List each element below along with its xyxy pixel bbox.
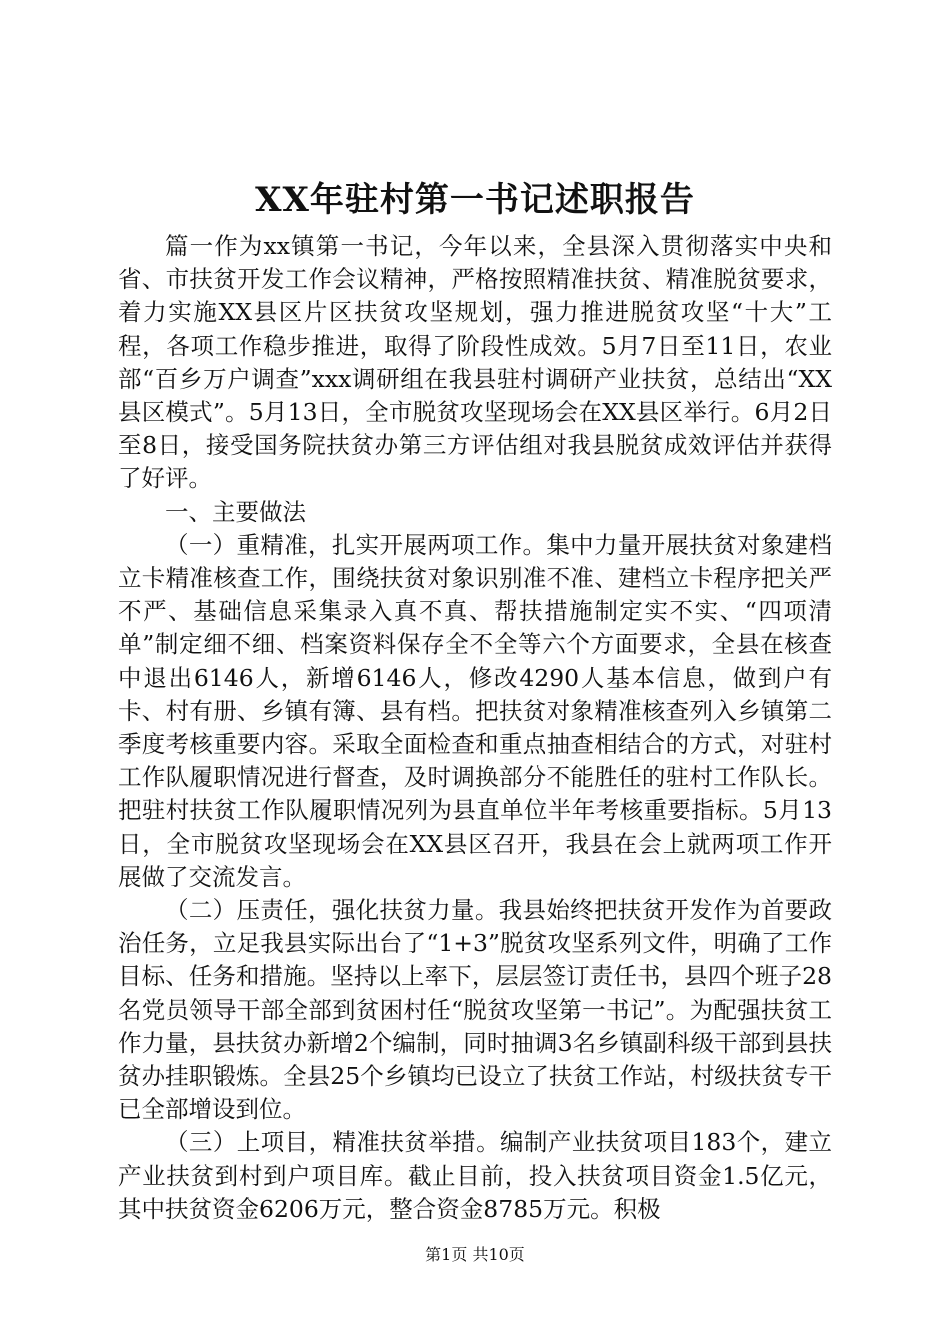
intro-paragraph: 篇一作为xx镇第一书记，今年以来，全县深入贯彻落实中央和省、市扶贫开发工作会议精神，严格按照精准扶贫、精准脱贫要求，着力实施XX县区片区扶贫攻坚规划，强力推进脱贫攻坚“十大”工程，各项工作稳步推进，取得了阶段性成效。5月7日至11日，农业部“百乡万户调查”xxx调研组在我县驻村调研产业扶贫，总结出“XX县区模式”。5月13日，全市脱贫攻坚现场会在XX县区举行。6月2日至8日，接受国务院扶贫办第三方评估组对我县脱贫成效评估并获得了好评。 [118,232,832,493]
document-title: XX年驻村第一书记述职报告 [255,180,695,220]
paragraph-precision: （一）重精准，扎实开展两项工作。集中力量开展扶贫对象建档立卡精准核查工作，围绕扶贫对象识别准不准、建档立卡程序把关严不严、基础信息采集录入真不真、帮扶措施制定实不实、“四项清单”制定细不细、档案资料保存全不全等六个方面要求，全县在核查中退出6146人，新增6146人，修改4290人基本信息，做到户有卡、村有册、乡镇有簿、县有档。把扶贫对象精准核查列入乡镇第二季度考核重要内容。采取全面检查和重点抽查相结合的方式，对驻村工作队履职情况进行督查，及时调换部分不能胜任的驻村工作队长。把驻村扶贫工作队履职情况列为县直单位半年考核重要指标。5月13日，全市脱贫攻坚现场会在XX县区召开，我县在会上就两项工作开展做了交流发言。 [118,530,832,891]
section-heading-main-practices: 一、主要做法 [165,497,306,526]
paragraph-projects: （三）上项目，精准扶贫举措。编制产业扶贫项目183个，建立产业扶贫到村到户项目库。截止目前，投入扶贫项目资金1.5亿元，其中扶贫资金6206万元，整合资金8785万元。积极 [118,1128,832,1223]
paragraph-responsibility: （二）压责任，强化扶贫力量。我县始终把扶贫开发作为首要政治任务，立足我县实际出台了“1+3”脱贫攻坚系列文件，明确了工作目标、任务和措施。坚持以上率下，层层签订责任书，县四个班子28名党员领导干部全部到贫困村任“脱贫攻坚第一书记”。为配强扶贫工作力量，县扶贫办新增2个编制，同时抽调3名乡镇副科级干部到县扶贫办挂职锻炼。全县25个乡镇均已设立了扶贫工作站，村级扶贫专干已全部增设到位。 [118,896,832,1124]
document-body [118,230,832,1226]
page-number-footer: 第1页 共10页 [425,1245,525,1264]
